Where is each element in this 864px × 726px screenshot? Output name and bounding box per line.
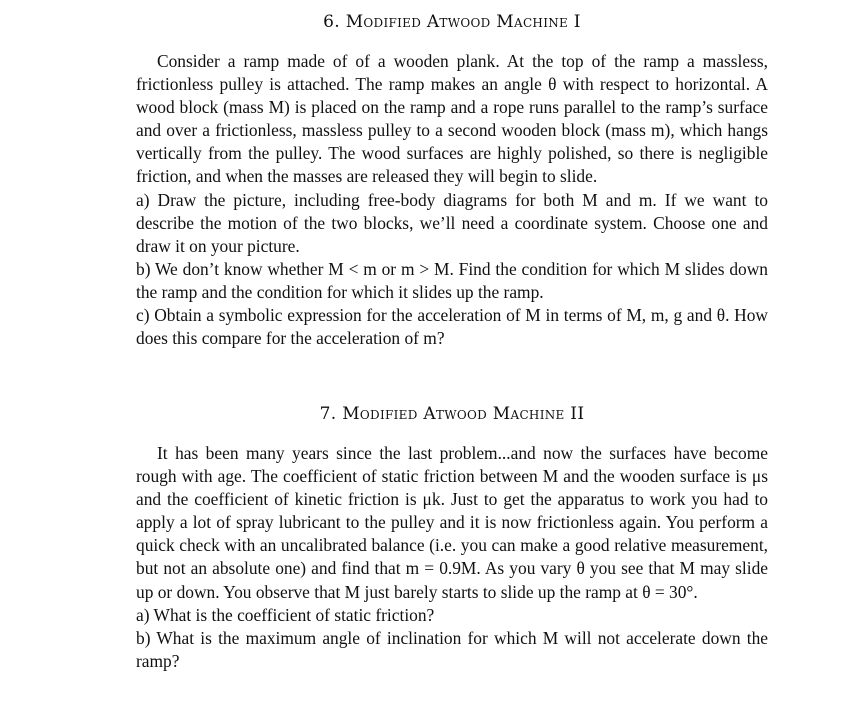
problem-6-part-c: c) Obtain a symbolic expression for the acceleration of M in terms of M, m, g and θ. How does this compare for the acceleration of m? xyxy=(136,305,768,349)
problem-6-part-a: a) Draw the picture, including free-body diagrams for both M and m. If we want to describe the motion of the two blocks, we’ll need a coordinate system. Choose one and draw it on your picture. xyxy=(136,189,768,256)
problem-6-heading xyxy=(136,10,768,34)
problem-7 xyxy=(136,402,768,673)
problem-7-heading xyxy=(136,402,768,426)
problem-6-body xyxy=(136,50,768,350)
problem-7-body xyxy=(136,442,768,673)
problem-6-intro: Consider a ramp made of of a wooden plank. At the top of the ramp a massless, frictionless pulley is attached. The ramp makes an angle θ with respect to horizontal. A wood block (mass M) is placed on the ramp and a rope runs parallel to the ramp’s surface and over a frictionless, massless pulley to a second wooden block (mass m), which hangs vertically from the pulley. The wood surfaces are highly polished, so there is negligible friction, and when the masses are released they will begin to slide. xyxy=(136,51,768,187)
problem-6 xyxy=(136,10,768,350)
problem-7-part-b: b) What is the maximum angle of inclination for which M will not accelerate down the ramp? xyxy=(136,627,768,671)
problem-7-part-a: a) What is the coefficient of static friction? xyxy=(136,604,435,625)
problem-7-title: Modified Atwood Machine II xyxy=(342,404,585,424)
problem-7-number: 7. xyxy=(319,404,337,424)
problem-6-title: Modified Atwood Machine I xyxy=(345,12,581,32)
problem-6-part-b: b) We don’t know whether M < m or m > M. Find the condition for which M slides down the ramp and the condition for which it slides up the ramp. xyxy=(136,258,768,302)
problem-7-intro: It has been many years since the last problem...and now the surfaces have become rough with age. The coefficient of static friction between M and the wooden surface is μs and the coefficient of kinetic friction is μk. Just to get the apparatus to work you had to apply a lot of spray lubricant to the pulley and it is now frictionless again. You perform a quick check with an uncalibrated balance (i.e. you can make a good relative measurement, but not an absolute one) and find that m = 0.9M. As you vary θ you see that M may slide up or down. You observe that M just barely starts to slide up the ramp at θ = 30°. xyxy=(136,443,768,602)
problem-6-number: 6. xyxy=(323,12,340,32)
